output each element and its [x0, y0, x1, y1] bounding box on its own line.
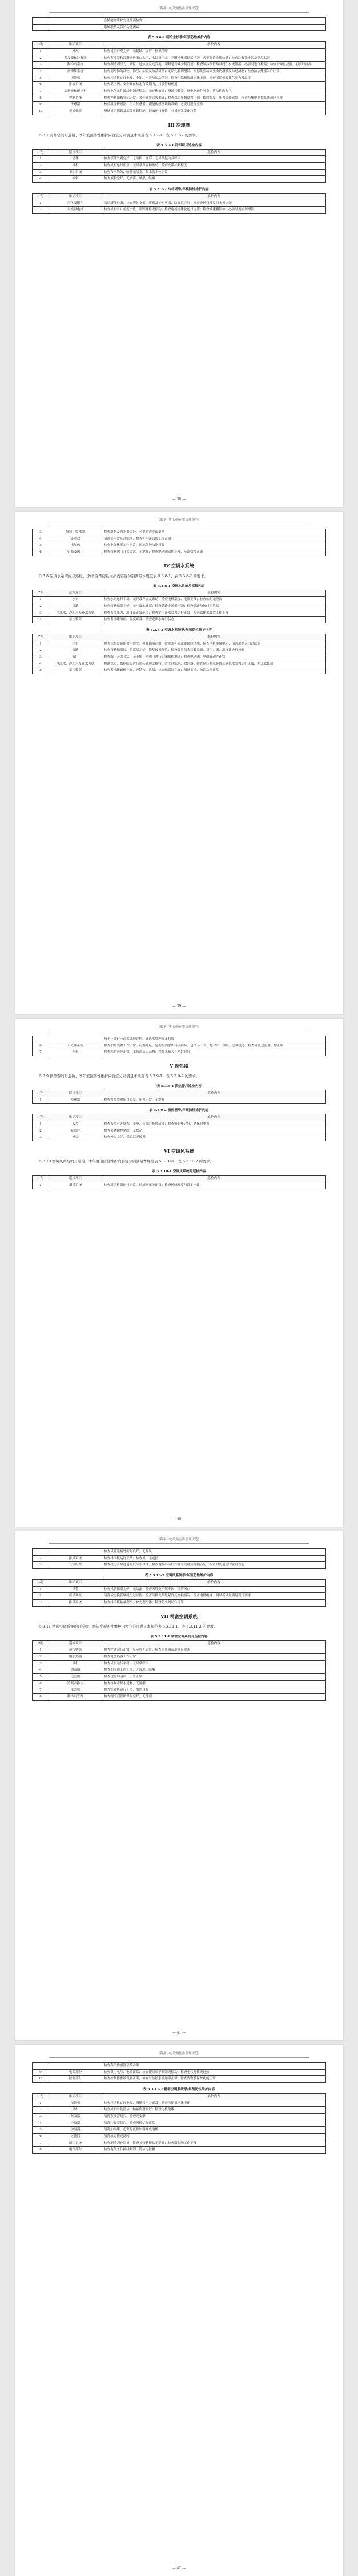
page-4-content: [32, 1548, 326, 1701]
table-header-row: 序号 巡检项目 巡检内容: [33, 590, 326, 597]
table-row: 5 蓄冷装置 检查蓄冷罐罐体完好，无锈蚀、泄漏；检查保温层完好；测试蓄冷、放冷功能正常: [33, 667, 326, 674]
table-row: 4 集水盘 清洗集水盘及过滤网，检查补水浮球阀工作正常: [33, 536, 326, 542]
table-5-3-8-1: [32, 590, 326, 623]
section-heading: IV 空调水系统: [164, 562, 194, 569]
table-row: 2 电加热器 检查电加热器工作正常: [33, 1654, 326, 1661]
table-row: 1 风管 检查风管保温完好，无结露；检查风管支吊架牢固；清洁风口: [33, 1586, 326, 1593]
table-caption: 表 5.3.10-2 空调风系统季/年预防性维护内容: [144, 1573, 214, 1577]
table-row: 检查风管连接处密封良好，无漏风: [33, 1549, 326, 1556]
table-row: 3 冷冻水、冷却水及补水系统 检查系统压力、温度在正常范围；检查定压补水装置运行正常；检查软化水装置工作正常: [33, 610, 326, 617]
table-5-3-7-2: [32, 193, 326, 214]
table-row: 3 排风系统 检查排风机轴承润滑，补充润滑脂；检查防火阀动作可靠: [33, 1599, 326, 1606]
table-caption: 表 5.3.8-2 空调水系统季/年预防性维护内容: [146, 629, 212, 633]
clause-5-3-11: 5.3.11 精密空调系统的月巡检、季年度预防性维护内容宜分别满足本规范表 5.3.11-1、表 5.3.11-2 的要求。: [39, 1624, 218, 1629]
table-header-row: 序号 维护项目 维护内容: [33, 634, 326, 641]
clause-5-3-9: 5.3.9 换热器的月巡检、季年度预防性维护内容宜分别满足本规范表 5.3.9-1、表 5.3.9-2 的要求。: [39, 1073, 200, 1078]
running-header: 《数据中心设施运维管理规范》: [15, 6, 343, 13]
table-row: 1 换热器 检查换热器进出口温度、压力正常，无泄漏: [33, 1097, 326, 1104]
document-page-2: [15, 512, 343, 1014]
table-row: 6 排放系统 检查泄压阀、安全阀在检定有效期内，排放管路畅通: [33, 82, 326, 88]
table-5-3-11-2: [32, 2093, 326, 2154]
section-heading: VII 精密空调系统: [160, 1613, 198, 1619]
table-5-3-8-2: [32, 634, 326, 674]
page-number: — 42 —: [172, 2566, 186, 2570]
table-row: 1 水泵 检查水泵运行平稳，无异常声音及振动；检查电机温度、电流正常；检查轴封无泄漏: [33, 597, 326, 603]
table-row: 1 压缩机 检查压缩机运行电流、吸排气压力正常；检查压缩机绝缘电阻: [33, 2100, 326, 2107]
table-header-row: 序号 巡检项目 巡检内容: [33, 149, 326, 156]
table-row: 3 气流组织 检查机房冷热通道温度分布合理，检查地板出风口布置与设备负荷相匹配；检查封闭通道的密封性能: [33, 1562, 326, 1569]
table-row: 7 水箱 检查水箱液位正常，水箱清洁无杂物；检查水箱人孔密封良好: [33, 1049, 326, 1056]
page-number: — 41 —: [172, 2031, 186, 2035]
table-row: 10 控制部分 检查控制器参数设置正确，检查与监控系统通讯正常；检查告警及保护功能正常: [33, 2076, 326, 2083]
table-row: 8 电气部分 检查电气元件接线紧固，清洁电控箱: [33, 2147, 326, 2154]
table-row: 2 风机及电机 检查风机叶片角度一致，紧固螺栓无松动；检查电机绝缘及运行电流；检查减速箱油位，必要时更换润滑油: [33, 207, 326, 214]
page-5-content: [32, 2062, 326, 2154]
table-5-3-10-2: [32, 1579, 326, 1607]
table-caption: 表 5.3.7-2 冷却塔季/年预防性维护内容: [149, 187, 209, 191]
document-page-1: [15, 0, 343, 507]
document-page-3: [15, 1019, 343, 1527]
continued-table-top: [32, 17, 326, 31]
table-row: 4 蓄冷装置 检查蓄冷罐液位、温度正常，检查进出水阀门状态: [33, 617, 326, 623]
table-caption: 表 5.3.9-2 换热器季/年预防性维护内容: [149, 1109, 209, 1113]
table-header-row: 序号 巡检项目 巡检内容: [33, 1640, 326, 1647]
table-header-row: 序号 维护项目 维护内容: [33, 1579, 326, 1586]
clause-5-3-8: 5.3.8 空调水系统的月巡检、季/年度预防性维护内容宜分别满足本规范表 5.3.8-1、表 5.3.8-2 的要求。: [39, 573, 208, 578]
running-header: 《数据中心设施运维管理规范》: [15, 517, 343, 524]
page-1-content: [32, 17, 326, 214]
table-row: 1 塔体 检查塔体外观完好，无破损、变形，无异常振动及噪声: [33, 156, 326, 163]
table-row: 3 填料、收水器 检查填料及收水器完好，必要时清洗或更换: [33, 529, 326, 536]
page-3-content: [32, 1036, 326, 1189]
table-row: 1 新风系统 检查新风机组运行正常，过滤器压差正常；检查风阀开度与设定一致: [33, 1182, 326, 1189]
continued-table-top: [32, 1548, 326, 1569]
table-caption: 表 5.3.6-2 制冷主机季/年预防性维护内容: [147, 36, 211, 40]
table-row: 6 管路及阀门 检查管路阀门开关灵活，无泄漏；检查电动阀动作正常，反馈信号正确: [33, 549, 326, 556]
table-row: 4 冷冻水、冷却水及补水系统 检测水质，根据结果进行加药处理或排污；清洗过滤器、除污器；检查定压补水装置及软化水装置运行正常，补充软化盐: [33, 661, 326, 667]
table-row: 系统联动及保护功能测试: [33, 24, 326, 31]
table-row: 4 填料 检查填料完好，无堵塞、破损、结垢: [33, 176, 326, 183]
continued-table-top: [32, 529, 326, 556]
table-row: 9 传感器 校验温度传感器、压力传感器、流量传感器读数准确，必要时进行更换: [33, 102, 326, 108]
table-row: 3 蒸发器 清洗蒸发器翅片，检查无变形: [33, 2113, 326, 2120]
table-row: 4 加湿器 检查加湿器工作正常，无漏水、结垢: [33, 1667, 326, 1674]
table-5-3-9-2: [32, 1114, 326, 1141]
table-row: 10 整机性能 测试机组满载及部分负载性能，记录运行参数，分析能效变化趋势: [33, 108, 326, 115]
section-heading: VI 空调风系统: [164, 1148, 194, 1154]
table-row: 2 蒸发器和冷凝器 检查蒸发器和冷凝器进出口水压、水温及压差，判断换热器结垢情况，必要时清洗换热管；检查冷凝器排污及除垢状况: [33, 55, 326, 62]
section-heading: III 冷却塔: [168, 122, 190, 128]
table-row: 检查各类传感器读数准确: [33, 2063, 326, 2070]
document-page-4: [15, 1531, 343, 2040]
table-row: 2 排风系统 检查排风机运行正常；检查风口无遮挡: [33, 1555, 326, 1562]
clause-5-3-7: 5.3.7 冷却塔的月巡检、季年度预防性维护内容宜分别满足本规范表 5.3.7-1、表 5.3.7-2 的要求。: [39, 132, 200, 138]
table-row: 3 布水系统 检查布水均匀，喷嘴无堵塞，集水盘水位正常: [33, 169, 326, 176]
table-caption: 表 5.3.8-1 空调水系统月巡检内容: [153, 584, 205, 588]
table-header-row: 序号 维护项目 维护内容: [33, 42, 326, 49]
table-header-row: 序号 巡检项目 巡检内容: [33, 1176, 326, 1182]
running-header: 《数据中心设施运维管理规范》: [15, 1024, 343, 1031]
table-row: 2 管路 检查管路保温层、防腐层完好，修复破损部位；检查各类仪表读数准确，对压力表、温度计进行校验: [33, 647, 326, 654]
table-5-3-11-1: [32, 1640, 326, 1701]
table-row: 5 过滤网 检查过滤网清洁，压差正常: [33, 1674, 326, 1681]
table-caption: 表 5.3.9-1 换热器月巡检内容: [156, 1085, 202, 1089]
table-row: 8 控制系统 检查控制面板显示正常，各传感器读数准确；检查保护参数设置正确，校验温度、压力等传感器；检查与集中监控系统通讯正常: [33, 95, 326, 102]
page-number: — 39 —: [172, 1004, 186, 1008]
table-row: 6 冷凝水排水 检查冷凝水排水通畅，无溢漏: [33, 1680, 326, 1687]
table-row: 4 冷凝器 清洗冷凝器翅片，检查风机运行正常: [33, 2120, 326, 2127]
table-row: 2 紧固件 检查夹紧螺栓紧固，无松动: [33, 1128, 326, 1134]
table-row: 2 管路 检查管路保温完好，无冷凝水滴漏；检查管路支吊架牢固；检查管路及阀门无泄漏: [33, 603, 326, 610]
table-row: 3 阀门 检查阀门开关灵活，无卡阻；对阀门进行启闭操作测试；检查电动阀、电磁阀动作正常: [33, 654, 326, 661]
table-header-row: 序号 维护项目 维护内容: [33, 2093, 326, 2100]
table-row: 4 润滑油系统 检查润滑油的油位、油压、油温及油品质量；定期化验润滑油，根据化验结果更换润滑油及油过滤器；检查油加热器工作正常: [33, 68, 326, 75]
table-row: 7 启动柜和配电柜 检查电气元件接线紧固无松动、无过热痕迹；测试接触器、继电器动作可靠；清洁柜内灰尘: [33, 88, 326, 95]
table-row: 1 水泵 检查水泵联轴器对中情况；检查轴承润滑，按要求补充或更换润滑脂；检查电机绝缘电阻；清洗水泵入口过滤器: [33, 641, 326, 647]
page-number: — 38 —: [172, 497, 186, 501]
clause-5-3-10: 5.3.10 空调风系统的月巡检、季年度预防性维护内容宜分别满足本规范表 5.3.10-1、表 5.3.10-2 的要求。: [39, 1159, 214, 1164]
table-row: 3 风机 检查风机运行平稳，无异常噪声: [33, 1660, 326, 1667]
running-header: 《数据中心设施运维管理规范》: [15, 2051, 343, 2058]
table-row: 5 电加热 检查电加热器工作正常，防冻保护功能可靠: [33, 542, 326, 549]
table-row: 3 外壳 检查外壳完好，保温层无破损: [33, 1134, 326, 1141]
table-header-row: 序号 巡检项目 巡检内容: [33, 1090, 326, 1097]
document-page-5: [15, 2045, 343, 2576]
table-row: 1 外观 检查机组外观完好，无锈蚀、变形，标识清晰: [33, 48, 326, 55]
table-row: 5 压缩机 检查压缩机运行电流、电压、声音及振动情况，检查压缩机绕组绝缘电阻，检查压缩机吸排气压力及温度: [33, 75, 326, 82]
table-row: 6 过滤网 清洗或更换过滤网: [33, 2133, 326, 2140]
table-5-3-6-2: [32, 41, 326, 115]
table-row: 7 室外机 检查室外机运行正常，散热良好: [33, 1687, 326, 1694]
table-row: 每半年进行一次水处理评估，确认水处理方案有效: [33, 1036, 326, 1043]
continued-table-top: [32, 1036, 326, 1056]
table-row: 6 水处理系统 检查加药装置工作正常，药剂充足；定期检测水质各项指标，包括 pH 值、电导率、浊度、总硬度等；检查旁流过滤器工作正常: [33, 1043, 326, 1049]
table-row: 含储能介质补充及泄漏检查: [33, 18, 326, 25]
table-row: 1 塔体及附件 清洁塔体外表，检查塔体支架、爬梯及护栏牢固，防腐层完好；检查进风百叶及挡水板完好: [33, 200, 326, 207]
table-row: 1 运行状态 检查空调运行正常，显示屏无告警；检查回风温湿度满足要求: [33, 1647, 326, 1654]
table-header-row: 序号 维护项目 维护内容: [33, 193, 326, 200]
running-header: 《数据中心设施运维管理规范》: [15, 1537, 343, 1544]
table-row: 2 风机 检查风机叶轮清洁，轴承润滑良好；检查电机绝缘: [33, 2107, 326, 2114]
table-row: 2 新风系统 清洗或更换新风机组过滤器；检查风机皮带松紧度及磨损情况；检查电机绝缘；测试新风量满足设计要求: [33, 1593, 326, 1600]
table-row: 8 制冷剂管路 检查制冷剂管路保温完好，无泄漏: [33, 1694, 326, 1701]
table-row: 1 板片 检查板片有无腐蚀、变形，必要时拆解清洗；检查密封垫完好，老化时更换: [33, 1121, 326, 1128]
section-heading: V 换热器: [170, 1062, 188, 1069]
table-row: 3 制冷剂系统 检查制冷剂压力、液位、过热度及过冷度，判断是否缺少制冷剂；检查制冷剂管路及阀门有无泄漏，必要时进行检漏；检查干燥过滤器，必要时更换: [33, 62, 326, 69]
continued-table-top: [32, 2062, 326, 2083]
table-row: 9 电源部分 检查供电电压、电流正常；检查接线端子紧固无松动；检查电气元件无过热: [33, 2069, 326, 2076]
table-row: 2 风机 检查风机运行正常，无异常声音和振动；检查皮带松紧程度: [33, 163, 326, 170]
table-header-row: 序号 维护项目 维护内容: [33, 1114, 326, 1121]
table-caption: 表 5.3.7-1 冷却塔月巡检内容: [156, 143, 202, 147]
page-number: — 40 —: [172, 1517, 186, 1521]
table-caption: 表 5.3.11-2 精密空调系统季/年预防性维护内容: [143, 2087, 215, 2091]
table-5-3-9-1: [32, 1090, 326, 1104]
table-caption: 表 5.3.10-1 空调风系统月巡检内容: [152, 1170, 206, 1174]
table-row: 5 加湿器 清洗加湿罐，必要时更换加湿罐或电极: [33, 2127, 326, 2134]
table-5-3-10-1: [32, 1175, 326, 1189]
table-row: 7 制冷系统 检查制冷剂充注量，检查各管路接头无泄漏；检查膨胀阀工作正常: [33, 2140, 326, 2147]
page-2-content: [32, 529, 326, 674]
table-5-3-7-1: [32, 149, 326, 183]
table-caption: 表 5.3.11-1 精密空调系统月巡检内容: [150, 1635, 208, 1639]
